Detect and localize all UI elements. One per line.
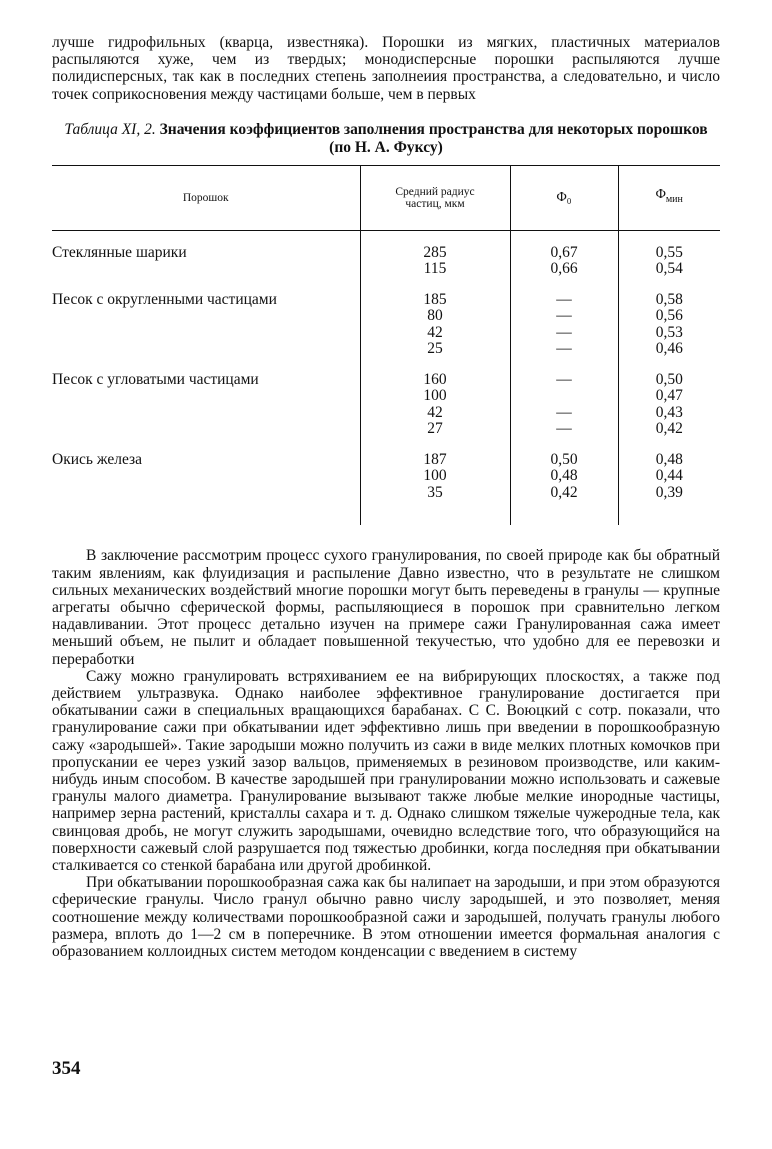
page-content bbox=[52, 34, 720, 960]
cell: — bbox=[556, 307, 572, 325]
table-caption bbox=[52, 121, 720, 157]
radius-values bbox=[360, 230, 510, 278]
cell: 27 bbox=[427, 420, 443, 438]
cell: 25 bbox=[427, 340, 443, 358]
radius-values bbox=[360, 278, 510, 358]
radius-values bbox=[360, 358, 510, 438]
cell: 0,48 bbox=[655, 450, 683, 468]
cell: 100 bbox=[423, 387, 447, 405]
table-row bbox=[52, 358, 720, 438]
cell bbox=[511, 388, 618, 405]
cell: 285 bbox=[423, 243, 447, 261]
phimin-values bbox=[618, 358, 720, 438]
phi0-values bbox=[510, 438, 618, 502]
cell: 0,47 bbox=[655, 387, 683, 405]
phi0-values bbox=[510, 358, 618, 438]
body-text bbox=[52, 547, 720, 960]
table-row bbox=[52, 230, 720, 278]
cell: 0,55 bbox=[655, 243, 683, 261]
cell: 0,50 bbox=[550, 450, 578, 468]
cell: 0,50 bbox=[655, 370, 683, 388]
cell: 0,56 bbox=[655, 307, 683, 325]
paragraph-3: При обкатывании порошкообразная сажа как бы налипает на зародыши, и при этом образуются сферические гранулы. Число гранул обычно равно числу зародышей, и это позволяет, меняя соотношение между количествами порошкообразной сажи и зародышей, получать гранулы любого размера, вплоть до 1—2 см в поперечнике. В этом отношении имеется формальная аналогия с образованием коллоидных систем методом конденсации с введением в систему bbox=[52, 874, 720, 960]
cell: — bbox=[556, 290, 572, 308]
intro-paragraph: лучше гидрофильных (кварца, известняка). Порошки из мягких, пластичных материалов распыляются хуже, чем из твердых; монодисперсные порошки распыляются лучше полидисперсных, так как в последних степень заполнеиия пространства, а следовательно, и число точек соприкосновения между частицами больше, чем в первых bbox=[52, 34, 720, 103]
table-row bbox=[52, 278, 720, 358]
powder-name: Песок с округленными частицами bbox=[52, 278, 360, 358]
radius-values bbox=[360, 438, 510, 502]
page-number: 354 bbox=[52, 1058, 81, 1079]
header-radius-line1: Средний радиус bbox=[395, 185, 475, 198]
phi0-values bbox=[510, 278, 618, 358]
phi0-values bbox=[510, 230, 618, 278]
header-phimin-sub: мин bbox=[665, 194, 683, 206]
phimin-values bbox=[618, 278, 720, 358]
phimin-values bbox=[618, 230, 720, 278]
table-label: Таблица XI, 2. bbox=[64, 120, 156, 138]
cell: 0,46 bbox=[655, 340, 683, 358]
powder-name: Песок с угловатыми частицами bbox=[52, 358, 360, 438]
cell: 0,39 bbox=[655, 483, 683, 501]
phimin-values bbox=[618, 438, 720, 502]
header-powder: Порошок bbox=[52, 165, 360, 230]
cell: 42 bbox=[427, 323, 443, 341]
header-radius-line2: частиц, мкм bbox=[405, 197, 465, 210]
cell: 35 bbox=[427, 483, 443, 501]
cell: 115 bbox=[423, 260, 447, 278]
cell: 0,54 bbox=[655, 260, 683, 278]
powder-name: Стеклянные шарики bbox=[52, 230, 360, 278]
paragraph-2: Сажу можно гранулировать встряхиванием ее на вибрирующих плоскостях, а также под действием ультразвука. Однако наиболее эффективное гранулирование достигается при обкатывании сажи в специальных вращающихся барабанах. С С. Воюцкий с сотр. показали, что гранулирование сажи при обкатывании идет эффективно лишь при введении в порошкообразную сажу «зародышей». Такие зародыши можно получить из сажи в виде мелких плотных комочков при пропускании ее через узкий зазор вальцов, применяемых в резиновом производстве, или каким-нибудь иным способом. В качестве зародышей при гранулировании можно использовать и сажевые гранулы малого диаметра. Гранулирование вызывают также любые мелкие инородные частицы, например зерна растений, кристаллы сахара и т. д. Однако слишком тяжелые чужеродные тела, как свинцовая дробь, не могут служить зародышами, очевидно вследствие того, что образующийся на поверхности сажевый слой разрушается под тяжестью дробинки, когда последняя при обкатывании сталкивается со стенкой барабана или другой дробинкой. bbox=[52, 667, 720, 874]
header-phi0: Φ₀ bbox=[510, 165, 618, 230]
cell: 0,42 bbox=[550, 483, 578, 501]
cell: 0,66 bbox=[550, 260, 578, 278]
cell: 42 bbox=[427, 403, 443, 421]
data-table bbox=[52, 165, 720, 526]
cell: 160 bbox=[423, 370, 447, 388]
powder-name: Окись железа bbox=[52, 438, 360, 502]
header-phimin-symbol: Φ bbox=[655, 187, 666, 203]
cell: — bbox=[556, 323, 572, 341]
header-radius bbox=[360, 165, 510, 230]
cell: 185 bbox=[423, 290, 447, 308]
cell: 0,43 bbox=[655, 403, 683, 421]
table-title: Значения коэффициентов заполнения пространства для некоторых порошков (по Н. А. Фуксу) bbox=[159, 120, 708, 156]
cell: — bbox=[556, 420, 572, 438]
paragraph-1: В заключение рассмотрим процесс сухого гранулирования, по своей природе как бы обратный таким явлениям, как флуидизация и распыление Давно известно, что в результате не слишком сильных механических воздействий многие порошки могут быть переведены в гранулы — крупные агрегаты обычно сферической формы, распыляющиеся в порошок при сравнительно легком надавливании. Этот процесс детально изучен на примере сажи Гранулированная сажа имеет меньший объем, не пылит и обладает повышенной текучестью, что удобно для ее перевозки и переработки bbox=[52, 547, 720, 668]
cell: — bbox=[556, 403, 572, 421]
cell: 0,53 bbox=[655, 323, 683, 341]
cell: 187 bbox=[423, 450, 447, 468]
cell: 0,42 bbox=[655, 420, 683, 438]
cell: 80 bbox=[427, 307, 443, 325]
cell: 0,58 bbox=[655, 290, 683, 308]
table-header-row bbox=[52, 165, 720, 230]
cell: 0,67 bbox=[550, 243, 578, 261]
header-phimin bbox=[618, 165, 720, 230]
cell: 0,48 bbox=[550, 467, 578, 485]
table-row bbox=[52, 438, 720, 502]
cell: — bbox=[556, 370, 572, 388]
table-tail-row bbox=[52, 501, 720, 525]
cell: 100 bbox=[423, 467, 447, 485]
cell: — bbox=[556, 340, 572, 358]
cell: 0,44 bbox=[655, 467, 683, 485]
